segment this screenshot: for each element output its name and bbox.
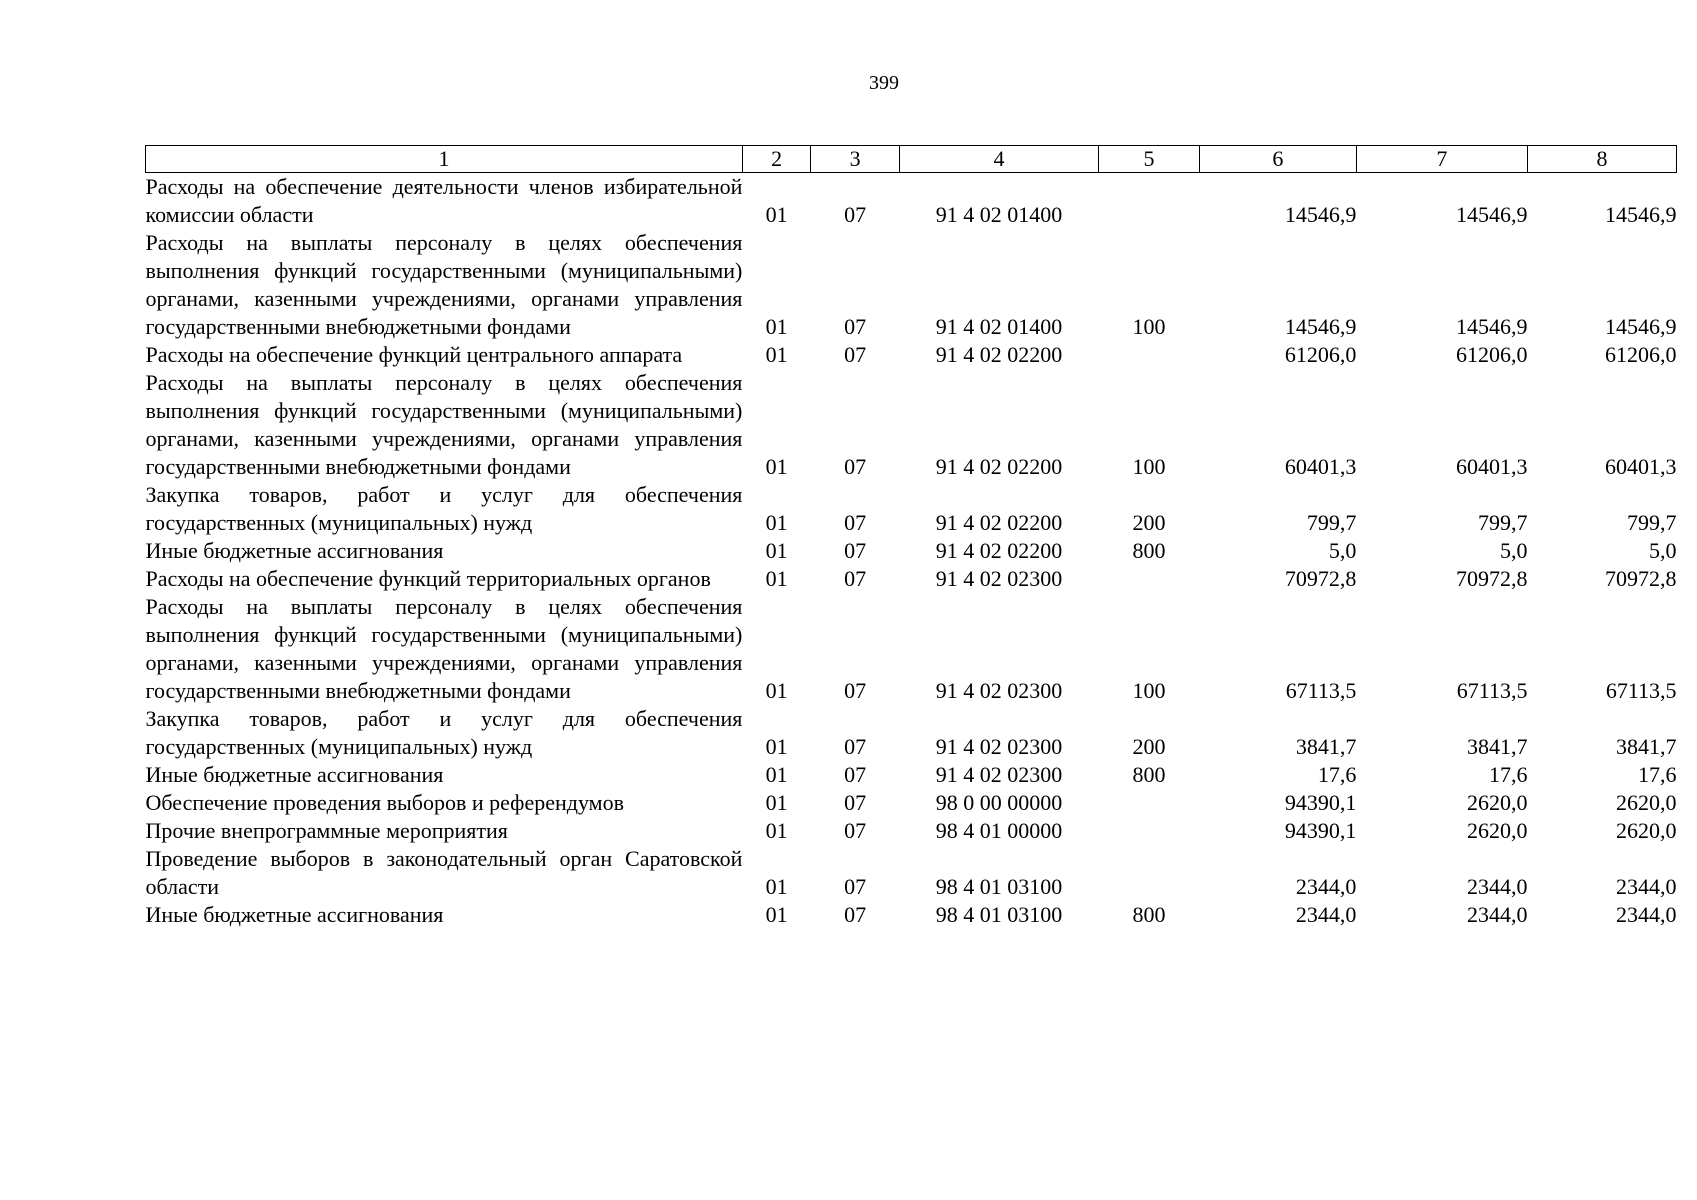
- table-body: [146, 173, 1677, 930]
- column-header: 2: [742, 146, 810, 173]
- expense-type-code: [1099, 817, 1200, 845]
- subsection-code: 07: [844, 454, 867, 479]
- target-article-code: 91 4 02 02300: [935, 566, 1063, 591]
- expense-type-code: [1099, 173, 1200, 230]
- subsection-code: 07: [844, 342, 867, 367]
- amount-col6: 2344,0: [1295, 874, 1357, 899]
- section-code: 01: [765, 202, 788, 227]
- amount-col6: 3841,7: [1295, 734, 1357, 759]
- table-row: [146, 593, 1677, 705]
- amount-col7: 17,6: [1488, 762, 1528, 787]
- table-row: [146, 481, 1677, 537]
- expense-type-code: 800: [1132, 538, 1166, 563]
- amount-col8: 70972,8: [1605, 566, 1677, 591]
- expense-type-code: [1099, 341, 1200, 369]
- amount-col8: 67113,5: [1605, 678, 1677, 703]
- column-header: 5: [1099, 146, 1200, 173]
- expense-name: Расходы на обеспечение деятельности членов избирательной комиссии области: [145, 174, 743, 227]
- expense-type-code: [1099, 565, 1200, 593]
- column-header: 1: [146, 146, 743, 173]
- target-article-code: 98 4 01 00000: [935, 818, 1063, 843]
- subsection-code: 07: [844, 762, 867, 787]
- amount-col8: 14546,9: [1605, 314, 1677, 339]
- amount-col6: 94390,1: [1284, 818, 1357, 843]
- expense-name: Закупка товаров, работ и услуг для обеспечения государственных (муниципальных) нужд: [145, 482, 743, 535]
- amount-col7: 799,7: [1477, 510, 1528, 535]
- expense-type-code: [1099, 845, 1200, 901]
- expense-name: Иные бюджетные ассигнования: [145, 538, 444, 563]
- table-row: [146, 761, 1677, 789]
- column-header: 3: [811, 146, 900, 173]
- amount-col6: 14546,9: [1284, 314, 1357, 339]
- page-number: 399: [869, 72, 899, 94]
- amount-col8: 14546,9: [1605, 202, 1677, 227]
- amount-col6: 17,6: [1317, 762, 1357, 787]
- expense-name: Проведение выборов в законодательный орган Саратовской области: [145, 846, 743, 899]
- expense-type-code: 100: [1132, 678, 1166, 703]
- table-row: [146, 705, 1677, 761]
- target-article-code: 91 4 02 01400: [935, 314, 1063, 339]
- subsection-code: 07: [844, 314, 867, 339]
- amount-col6: 67113,5: [1285, 678, 1357, 703]
- expense-type-code: [1099, 789, 1200, 817]
- subsection-code: 07: [844, 566, 867, 591]
- expense-type-code: 800: [1132, 902, 1166, 927]
- amount-col8: 5,0: [1649, 538, 1677, 563]
- section-code: 01: [765, 314, 788, 339]
- expense-type-code: 100: [1132, 454, 1166, 479]
- amount-col8: 2344,0: [1616, 902, 1677, 927]
- amount-col7: 61206,0: [1455, 342, 1528, 367]
- subsection-code: 07: [844, 510, 867, 535]
- table-row: [146, 565, 1677, 593]
- subsection-code: 07: [844, 874, 867, 899]
- target-article-code: 91 4 02 02300: [935, 678, 1063, 703]
- budget-table: [145, 145, 1677, 929]
- expense-name: Расходы на обеспечение функций территориальных органов: [145, 566, 711, 591]
- column-header: 6: [1199, 146, 1356, 173]
- amount-col8: 17,6: [1638, 762, 1677, 787]
- subsection-code: 07: [844, 202, 867, 227]
- expense-name: Обеспечение проведения выборов и референдумов: [145, 790, 624, 815]
- amount-col7: 2620,0: [1466, 818, 1528, 843]
- section-code: 01: [765, 818, 788, 843]
- section-code: 01: [765, 762, 788, 787]
- table-row: [146, 173, 1677, 230]
- table-row: [146, 369, 1677, 481]
- section-code: 01: [765, 874, 788, 899]
- target-article-code: 98 0 00 00000: [935, 790, 1063, 815]
- amount-col8: 2620,0: [1616, 818, 1677, 843]
- header-row: [146, 146, 1677, 173]
- amount-col6: 14546,9: [1284, 202, 1357, 227]
- amount-col8: 2344,0: [1616, 874, 1677, 899]
- target-article-code: 91 4 02 02200: [935, 342, 1063, 367]
- section-code: 01: [765, 566, 788, 591]
- subsection-code: 07: [844, 734, 867, 759]
- table-row: [146, 817, 1677, 845]
- table-row: [146, 229, 1677, 341]
- amount-col8: 60401,3: [1605, 454, 1677, 479]
- target-article-code: 98 4 01 03100: [935, 902, 1063, 927]
- section-code: 01: [765, 538, 788, 563]
- expense-name: Расходы на обеспечение функций центрального аппарата: [145, 342, 683, 367]
- amount-col7: 2620,0: [1466, 790, 1528, 815]
- expense-name: Прочие внепрограммные мероприятия: [145, 818, 508, 843]
- amount-col7: 60401,3: [1455, 454, 1528, 479]
- amount-col6: 94390,1: [1284, 790, 1357, 815]
- expense-name: Расходы на выплаты персоналу в целях обеспечения выполнения функций государственными (муниципальными) органами, казенными учреждениями, органами управления государственными внебюджетными фондами: [145, 230, 743, 339]
- amount-col7: 14546,9: [1455, 314, 1528, 339]
- table-row: [146, 901, 1677, 929]
- target-article-code: 91 4 02 01400: [935, 202, 1063, 227]
- target-article-code: 91 4 02 02200: [935, 510, 1063, 535]
- table-row: [146, 341, 1677, 369]
- subsection-code: 07: [844, 818, 867, 843]
- column-header: 7: [1356, 146, 1527, 173]
- table-row: [146, 537, 1677, 565]
- expense-name: Расходы на выплаты персоналу в целях обеспечения выполнения функций государственными (муниципальными) органами, казенными учреждениями, органами управления государственными внебюджетными фондами: [145, 594, 743, 703]
- subsection-code: 07: [844, 902, 867, 927]
- amount-col7: 2344,0: [1466, 902, 1528, 927]
- amount-col6: 2344,0: [1295, 902, 1357, 927]
- table-row: [146, 789, 1677, 817]
- expense-name: Расходы на выплаты персоналу в целях обеспечения выполнения функций государственными (муниципальными) органами, казенными учреждениями, органами управления государственными внебюджетными фондами: [145, 370, 743, 479]
- column-header: 4: [899, 146, 1098, 173]
- section-code: 01: [765, 734, 788, 759]
- expense-name: Закупка товаров, работ и услуг для обеспечения государственных (муниципальных) нужд: [145, 706, 743, 759]
- section-code: 01: [765, 678, 788, 703]
- section-code: 01: [765, 902, 788, 927]
- amount-col6: 60401,3: [1284, 454, 1357, 479]
- amount-col6: 799,7: [1306, 510, 1357, 535]
- amount-col6: 61206,0: [1284, 342, 1357, 367]
- expense-name: Иные бюджетные ассигнования: [145, 902, 444, 927]
- amount-col7: 70972,8: [1455, 566, 1528, 591]
- expense-type-code: 100: [1132, 314, 1166, 339]
- expense-type-code: 200: [1132, 510, 1166, 535]
- target-article-code: 91 4 02 02300: [935, 734, 1063, 759]
- target-article-code: 91 4 02 02300: [935, 762, 1063, 787]
- expense-type-code: 200: [1132, 734, 1166, 759]
- amount-col8: 61206,0: [1605, 342, 1677, 367]
- subsection-code: 07: [844, 678, 867, 703]
- target-article-code: 91 4 02 02200: [935, 454, 1063, 479]
- section-code: 01: [765, 510, 788, 535]
- subsection-code: 07: [844, 790, 867, 815]
- amount-col8: 2620,0: [1616, 790, 1677, 815]
- amount-col7: 2344,0: [1466, 874, 1528, 899]
- section-code: 01: [765, 454, 788, 479]
- expense-name: Иные бюджетные ассигнования: [145, 762, 444, 787]
- amount-col8: 799,7: [1627, 510, 1677, 535]
- column-header: 8: [1527, 146, 1676, 173]
- table-row: [146, 845, 1677, 901]
- amount-col6: 5,0: [1328, 538, 1357, 563]
- section-code: 01: [765, 342, 788, 367]
- amount-col7: 67113,5: [1456, 678, 1528, 703]
- amount-col7: 14546,9: [1455, 202, 1528, 227]
- expense-type-code: 800: [1132, 762, 1166, 787]
- target-article-code: 98 4 01 03100: [935, 874, 1063, 899]
- amount-col6: 70972,8: [1284, 566, 1357, 591]
- subsection-code: 07: [844, 538, 867, 563]
- section-code: 01: [765, 790, 788, 815]
- amount-col8: 3841,7: [1616, 734, 1677, 759]
- amount-col7: 5,0: [1499, 538, 1528, 563]
- target-article-code: 91 4 02 02200: [935, 538, 1063, 563]
- amount-col7: 3841,7: [1466, 734, 1528, 759]
